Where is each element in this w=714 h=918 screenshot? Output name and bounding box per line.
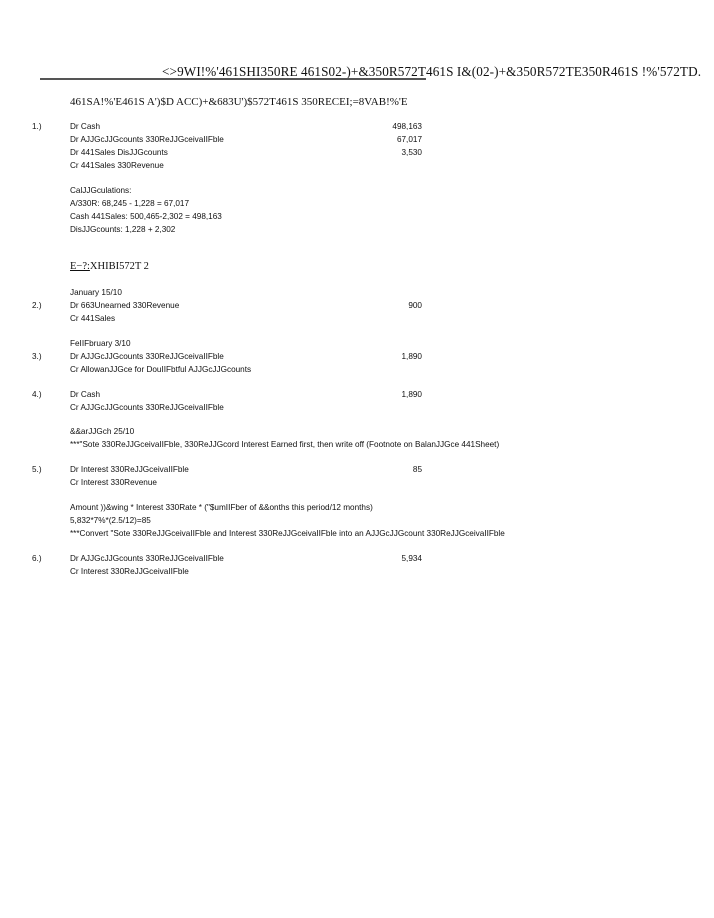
entry-line: Cr 441Sales 330Revenue xyxy=(70,161,164,170)
entry-line: Dr 441Sales DisJJGcounts xyxy=(70,148,168,157)
entry-number: 3.) xyxy=(32,352,42,361)
entry-line: Dr Cash xyxy=(70,390,101,399)
entry-number: 2.) xyxy=(32,301,42,310)
entry-line: Cr Interest 330Revenue xyxy=(70,478,157,487)
calculations-line: DisJJGcounts: 1,228 + 2,302 xyxy=(70,225,176,234)
entry-amount: 498,163 xyxy=(392,122,422,131)
entry-amount: 5,934 xyxy=(401,554,422,563)
note-line: Amount ))&wing * Interest 330Rate * ("$umIIFber of &&onths this period/12 months) xyxy=(70,503,373,512)
entry-amount: 1,890 xyxy=(401,352,422,361)
entry-line: Dr Interest 330ReJJGceivaIIFble xyxy=(70,465,189,474)
note-line: ***Convert "Sote 330ReJJGceivaIIFble and Interest 330ReJJGceivaIIFble into an AJJGcJJGcount 330ReJJGceivaIIFble xyxy=(70,529,505,538)
document-title: <>9WI!%'461SHI350RE 461S02-)+&350R572T461S I&(02-)+&350R572TE350R461S !%'572TD. xyxy=(162,64,702,79)
entry-line: Dr Cash xyxy=(70,122,101,131)
entry-number: 1.) xyxy=(32,122,42,131)
note-line: ***"Sote 330ReJJGceivaIIFble, 330ReJJGcord Interest Earned first, then write off (Footnote on BalanJJGce 441Sheet) xyxy=(70,440,500,449)
section-subheading: 461SA!%'E461S A')$D ACC)+&683U')$572T461S 350RECEI;=8VAB!%'E xyxy=(70,96,408,108)
entry-amount: 67,017 xyxy=(396,135,422,144)
entry-line: Cr AllowanJJGce for DouIIFbtful AJJGcJJGcounts xyxy=(70,365,252,374)
exhibit-heading-rest: XHIBI572T 2 xyxy=(89,261,149,272)
entry-line: Cr 441Sales xyxy=(70,314,116,323)
entry-number: 6.) xyxy=(32,554,42,563)
entry-amount: 900 xyxy=(408,301,422,310)
entry-line: Dr 663Unearned 330Revenue xyxy=(70,301,180,310)
calculations-line: CalJJGculations: xyxy=(70,186,132,195)
entry-line: Dr AJJGcJJGcounts 330ReJJGceivaIIFble xyxy=(70,554,224,563)
note-line: &&arJJGch 25/10 xyxy=(70,427,135,436)
entry-date: January 15/10 xyxy=(70,288,122,297)
exhibit-heading-prefix: E−?: xyxy=(70,261,90,272)
entry-line: Cr AJJGcJJGcounts 330ReJJGceivaIIFble xyxy=(70,403,224,412)
title-underline xyxy=(40,78,426,80)
entry-line: Dr AJJGcJJGcounts 330ReJJGceivaIIFble xyxy=(70,352,224,361)
exhibit-heading xyxy=(70,260,149,274)
calculations-line: Cash 441Sales: 500,465-2,302 = 498,163 xyxy=(70,212,222,221)
note-line: 5,832*7%*(2.5/12)=85 xyxy=(70,516,151,525)
entry-date: FeIIFbruary 3/10 xyxy=(70,339,131,348)
entry-amount: 1,890 xyxy=(401,390,422,399)
entry-number: 5.) xyxy=(32,465,42,474)
entry-number: 4.) xyxy=(32,390,42,399)
entry-line: Cr Interest 330ReJJGceivaIIFble xyxy=(70,567,189,576)
entry-line: Dr AJJGcJJGcounts 330ReJJGceivaIIFble xyxy=(70,135,224,144)
calculations-line: A/330R: 68,245 - 1,228 = 67,017 xyxy=(70,199,190,208)
entry-amount: 3,530 xyxy=(401,148,422,157)
entry-amount: 85 xyxy=(412,465,422,474)
